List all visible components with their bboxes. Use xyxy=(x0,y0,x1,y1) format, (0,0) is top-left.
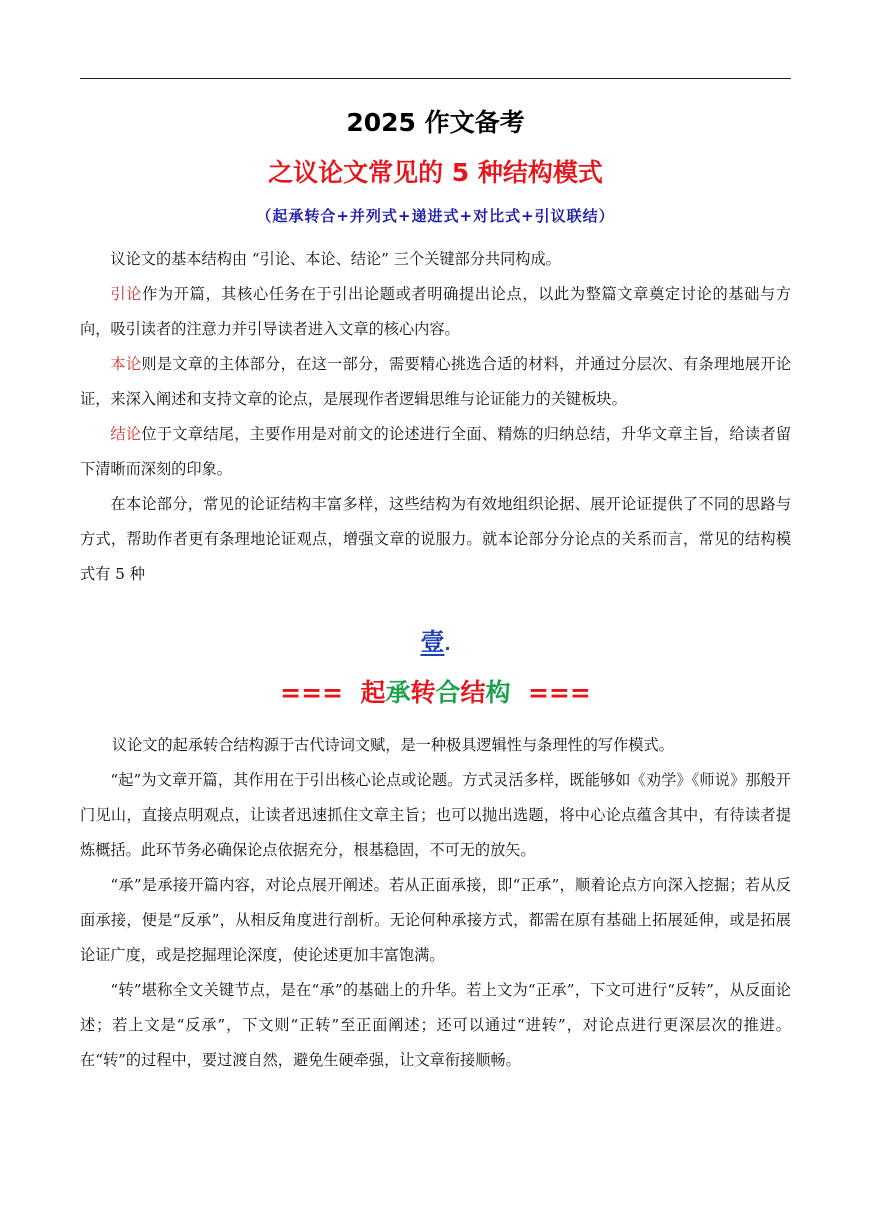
jielun-paragraph xyxy=(80,417,791,487)
yinlun-paragraph xyxy=(80,277,791,347)
section-title-char: 结 xyxy=(460,678,486,707)
yinlun-term: 引论 xyxy=(110,285,143,303)
header-rule xyxy=(80,78,791,79)
section-title-char: 起 xyxy=(360,678,386,707)
qi-paragraph: “起”为文章开篇，其作用在于引出核心论点或论题。方式灵活多样，既能够如《劝学》《师说》那般开门见山，直接点明观点，让读者迅速抓住文章主旨；也可以抛出选题，将中心论点蕴含其中，有待读者提炼概括。此环节务必确保论点依据充分，根基稳固，不可无的放矢。 xyxy=(80,771,791,859)
benlun-paragraph xyxy=(80,347,791,417)
section-marks-right: === xyxy=(527,678,591,707)
page-subtitle: 之议论文常见的 5 种结构模式 xyxy=(268,158,603,187)
section-title-char: 构 xyxy=(485,678,511,707)
jielun-text: 位于文章结尾，主要作用是对前文的论述进行全面、精炼的归纳总结，升华文章主旨，给读者留下清晰而深刻的印象。 xyxy=(80,425,792,478)
section-number-text: 壹 xyxy=(420,628,445,656)
intro-paragraph: 议论文的基本结构由 “引论、本论、结论” 三个关键部分共同构成。 xyxy=(110,250,561,268)
section-marks-left: === xyxy=(280,678,344,707)
section-title-char: 合 xyxy=(435,678,461,707)
section-number xyxy=(80,622,791,665)
section-title xyxy=(80,671,791,715)
section-number-dot: . xyxy=(444,635,451,654)
section-intro-paragraph: 议论文的起承转合结构源于古代诗词文赋，是一种极具逻辑性与条理性的写作模式。 xyxy=(111,736,674,754)
jielun-term: 结论 xyxy=(110,425,142,443)
structure-overview-paragraph: 在本论部分，常见的论证结构丰富多样，这些结构为有效地组织论据、展开论证提供了不同的思路与方式，帮助作者更有条理地论证观点，增强文章的说服力。就本论部分分论点的关系而言，常见的结构模式有 5 种 xyxy=(80,495,791,583)
section-title-char: 转 xyxy=(410,678,436,707)
section-title-char: 承 xyxy=(385,678,411,707)
yinlun-text: 作为开篇，其核心任务在于引出论题或者明确提出论点，以此为整篇文章奠定讨论的基础与方向，吸引读者的注意力并引导读者进入文章的核心内容。 xyxy=(80,285,792,338)
benlun-text: 则是文章的主体部分，在这一部分，需要精心挑选合适的材料，并通过分层次、有条理地展开论证，来深入阐述和支持文章的论点，是展现作者逻辑思维与论证能力的关键板块。 xyxy=(80,355,792,408)
zhuan-paragraph: “转”堪称全文关键节点，是在“承”的基础上的升华。若上文为“正承”，下文可进行“反转”，从反面论述；若上文是“反承”，下文则“正转”至正面阐述；还可以通过“进转”，对论点进行更深层次的推进。在“转”的过程中，要过渡自然，避免生硬牵强，让文章衔接顺畅。 xyxy=(80,981,791,1069)
benlun-term: 本论 xyxy=(110,355,142,373)
structure-tagline: （起承转合+并列式+递进式+对比式+引议联结） xyxy=(256,207,615,225)
cheng-paragraph: “承”是承接开篇内容，对论点展开阐述。若从正面承接，即“正承”，顺着论点方向深入挖掘；若从反面承接，便是“反承”，从相反角度进行剖析。无论何种承接方式，都需在原有基础上拓展延伸，或是拓展论证广度，或是挖掘理论深度，使论述更加丰富饱满。 xyxy=(80,876,791,964)
page-title: 2025 作文备考 xyxy=(346,108,525,137)
